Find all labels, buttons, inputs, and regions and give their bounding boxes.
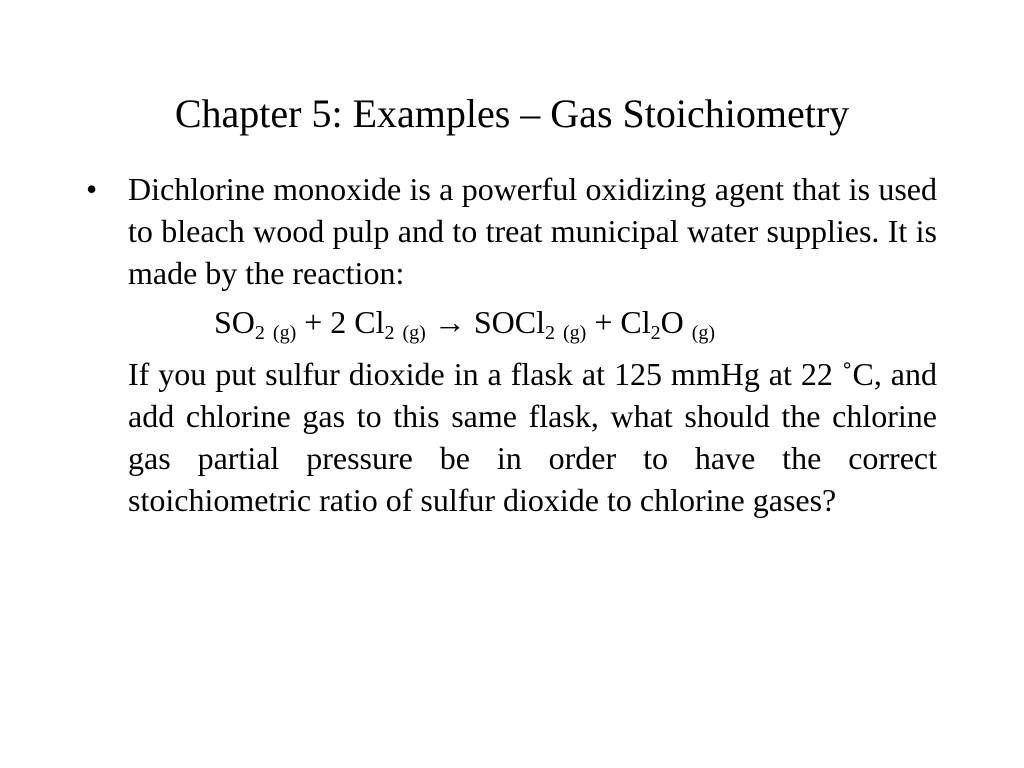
slide-title: Chapter 5: Examples – Gas Stoichiometry (174, 91, 850, 136)
equation-socl-state: (g) (562, 322, 587, 344)
problem-intro-paragraph: Dichlorine monoxide is a powerful oxidizing agent that is used to bleach wood pulp and to treat municipal water supplies. It is made by the reaction: (128, 171, 937, 291)
equation-socl-subscript: 2 (544, 322, 555, 344)
equation-plus-cl: + 2 Cl (296, 304, 385, 340)
equation-cl2o-state: (g) (691, 322, 716, 344)
equation-arrow-socl: → SOCl (425, 304, 545, 340)
equation-cl-subscript: 2 (384, 322, 395, 344)
equation-so: SO (214, 304, 255, 340)
equation-plus-cl2o: + Cl (586, 304, 651, 340)
chemical-equation (214, 301, 715, 348)
equation-cl2o-subscript: 2 (650, 322, 661, 344)
problem-question-paragraph: If you put sulfur dioxide in a flask at 125 mmHg at 22 ˚C, and add chlorine gas to this same flask, what should the chlorine gas partial pressure be in order to have the correct stoichiometric ratio of sulfur dioxide to chlorine gases? (128, 356, 937, 518)
bullet-marker: • (86, 171, 98, 207)
equation-o: O (660, 304, 684, 340)
equation-cl-state: (g) (402, 322, 426, 344)
equation-so-state: (g) (272, 322, 297, 344)
equation-so-subscript: 2 (254, 322, 265, 344)
